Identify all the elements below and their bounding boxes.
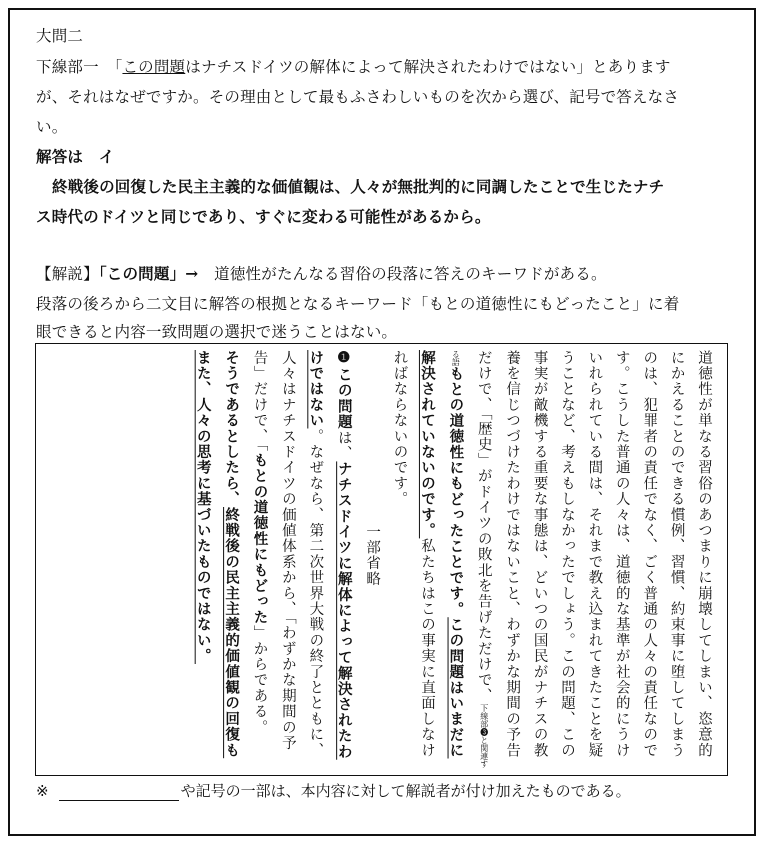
- passage-text-2: 私たちはこの事実に直面しなければならないのです。: [391, 350, 435, 759]
- explanation-line-2: 段落の後ろから二文目に解答の根拠となるキーワード「もとの道徳性にもどったこと」に着: [36, 295, 680, 313]
- passage-paragraph-3: [188, 350, 245, 769]
- answer-label: 解答は イ: [36, 147, 115, 166]
- explanation-rest: 道徳性がたんなる習俗の段落に答えのキーワドがある。: [198, 265, 607, 283]
- marker-1-icon: ❶: [335, 350, 353, 368]
- footer-text: や記号の一部は、本内容に対して解説者が付け加えたものである。: [180, 782, 631, 800]
- passage-text-3: は、: [335, 430, 352, 462]
- passage-paragraph-1: [385, 350, 717, 769]
- passage-text-5: 」からである。: [251, 625, 268, 736]
- footer-mark: ※: [36, 782, 49, 800]
- passage-bold-2: もとの道徳性にもどった: [251, 452, 269, 626]
- passage-bold-1: もとの道徳性にもどったことです。: [447, 366, 465, 618]
- question-underlined-term: この問題: [122, 58, 186, 76]
- explanation-line-3: 眼できると内容一致問題の選択で迷うことはない。: [36, 323, 398, 341]
- passage-underlined: ナチスドイツに解体によって解決されたわけではない: [307, 350, 353, 760]
- passage-omitted: 一部省略: [364, 524, 381, 587]
- vertical-passage: [46, 350, 717, 769]
- explanation-key: 「この問題」→: [98, 264, 199, 283]
- question-line-3: い。: [36, 118, 68, 136]
- footer-note: [36, 780, 631, 801]
- passage-key-term: この問題: [335, 367, 353, 431]
- passage-note: 下線部❸と関連する語: [451, 350, 489, 768]
- question-line-1: [36, 55, 671, 77]
- answer-line-2: ス時代のドイツと同じであり、すぐに変わる可能性があるから。: [36, 207, 491, 226]
- footer-blank-line: [59, 786, 179, 801]
- explanation-line-1: [36, 262, 607, 284]
- passage-text-4: 。なぜなら、第二次世界大戦の終了とともに、人々はナチスドイツの価値体系から、「わずかな期間の予告」だけで、「: [251, 350, 324, 759]
- explanation-tag: 【解説】: [36, 265, 99, 283]
- answer-line-1: 終戦後の回復した民主主義的な価値観は、人々が無批判的に同調したことで生じたナチ: [52, 177, 665, 196]
- question-line-2: が、それはなぜですか。その理由として最もふさわしいものを次から選び、記号で答えなさ: [36, 88, 680, 106]
- passage-paragraph-2: [245, 350, 358, 769]
- section-heading: 大問二: [36, 27, 84, 45]
- quoted-passage-box: [35, 343, 728, 776]
- question-suffix: はナチスドイツの解体によって解決されたわけではない」とありま: [185, 58, 655, 76]
- passage-text-6: そうであるとしたら、: [223, 350, 241, 507]
- question-end: す: [654, 58, 671, 76]
- passage-bold-3: 終戦後の民主主義的価値観の回復もまた、人々の思考に基づいたものではない。: [194, 350, 241, 759]
- passage-text-1: 道徳性が単なる習俗のあつまりに崩壊してしまい、恣意的にかえることのできる慣例、習慣、約束事に堕してしまうのは、犯罪者の責任でなく、ごく普通の人々の責任なのです。こうした普通の人々は、道徳的な基準が社会的にうけいれられている間は、それまで教え込まれてきたことを疑うことなど、考えもしなかったでしょう。この問題、この事実が敵機する重要な事態は、どいつの国民がナチスの教養を信じつづけたわけではないこと、わずかな期間の予告だけで、「歴史」がドイツの敗北を告げただけで、: [475, 350, 712, 759]
- question-prefix: 下線部一 「: [36, 58, 123, 76]
- passage-key-sentence: この問題はいまだに解決されていないのです。: [418, 350, 465, 759]
